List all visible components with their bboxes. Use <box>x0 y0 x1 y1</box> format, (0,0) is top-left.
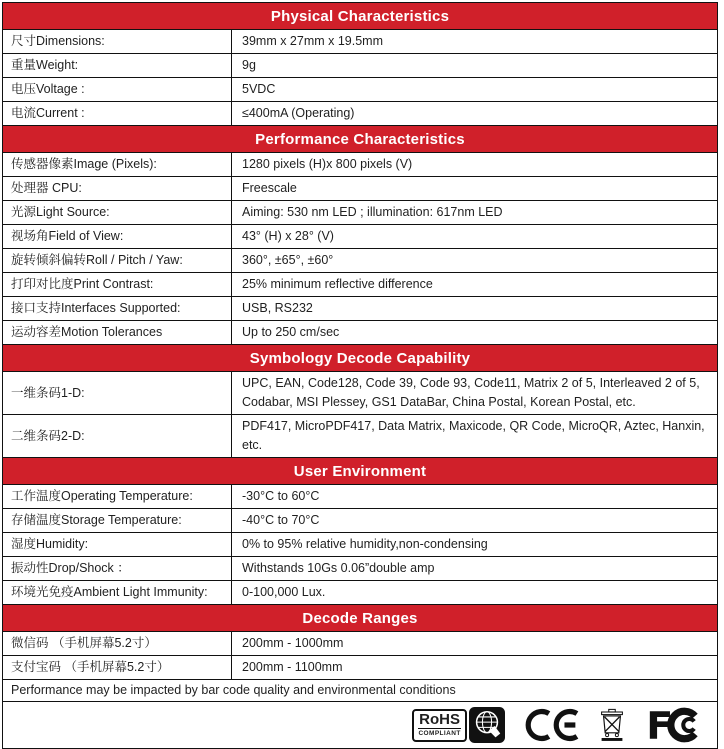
table-row <box>3 273 717 297</box>
row-value: USB, RS232 <box>242 301 313 315</box>
row-label: 运动容差Motion Tolerances <box>3 321 232 344</box>
row-value: 25% minimum reflective difference <box>242 277 433 291</box>
row-label: 重量Weight: <box>3 54 232 77</box>
table-row <box>3 372 717 415</box>
table-row <box>3 201 717 225</box>
row-label: 振动性Drop/Shock ： <box>3 557 232 580</box>
table-row <box>3 557 717 581</box>
table-row <box>3 485 717 509</box>
row-label: 打印对比度Print Contrast: <box>3 273 232 296</box>
row-label: 一维条码1-D: <box>3 372 232 414</box>
table-row <box>3 225 717 249</box>
certification-logos <box>3 702 717 748</box>
table-row <box>3 415 717 458</box>
row-label: 接口支持Interfaces Supported: <box>3 297 232 320</box>
section-header-symbology: Symbology Decode Capability <box>3 345 717 372</box>
table-row <box>3 102 717 126</box>
table-row <box>3 533 717 557</box>
row-label: 视场角Field of View: <box>3 225 232 248</box>
section-header-performance: Performance Characteristics <box>3 126 717 153</box>
section-header-physical: Physical Characteristics <box>3 3 717 30</box>
table-row <box>3 656 717 680</box>
row-value: -40°C to 70°C <box>242 513 320 527</box>
row-value: PDF417, MicroPDF417, Data Matrix, Maxicode, QR Code, MicroQR, Aztec, Hanxin, etc. <box>242 419 705 452</box>
row-value: 1280 pixels (H)x 800 pixels (V) <box>242 157 413 171</box>
table-row <box>3 581 717 605</box>
row-value: 360°, ±65°, ±60° <box>242 253 334 267</box>
row-value: ≤400mA (Operating) <box>242 106 355 120</box>
row-label: 环境光免疫Ambient Light Immunity: <box>3 581 232 604</box>
row-value: Withstands 10Gs 0.06”double amp <box>242 561 435 575</box>
row-value: Aiming: 530 nm LED ; illumination: 617nm LED <box>242 205 503 219</box>
row-value: 200mm - 1100mm <box>242 660 343 674</box>
ce-mark-icon <box>525 708 579 742</box>
row-label: 处理器 CPU: <box>3 177 232 200</box>
row-value: 5VDC <box>242 82 276 96</box>
table-row <box>3 54 717 78</box>
row-value: -30°C to 60°C <box>242 489 320 503</box>
row-value: UPC, EAN, Code128, Code 39, Code 93, Code11, Matrix 2 of 5, Interleaved 2 of 5, Codabar, MSI Plessey, GS1 DataBar, China Postal, Korean Postal, etc. <box>242 376 700 409</box>
row-label: 存储温度Storage Temperature: <box>3 509 232 532</box>
table-row <box>3 297 717 321</box>
row-value: Up to 250 cm/sec <box>242 325 340 339</box>
section-header-decode-ranges: Decode Ranges <box>3 605 717 632</box>
table-row <box>3 509 717 533</box>
row-value: 43° (H) x 28° (V) <box>242 229 334 243</box>
row-value: 9g <box>242 58 256 72</box>
row-label: 支付宝码 （手机屏幕5.2寸） <box>3 656 232 679</box>
spec-table <box>2 2 718 749</box>
rohs-badge <box>412 707 505 743</box>
rohs-title: RoHS <box>419 710 460 728</box>
row-value: 0-100,000 Lux. <box>242 585 326 599</box>
table-row <box>3 177 717 201</box>
rohs-globe-icon <box>469 707 505 743</box>
section-header-environment: User Environment <box>3 458 717 485</box>
row-label: 电压Voltage : <box>3 78 232 101</box>
table-row <box>3 78 717 102</box>
weee-bin-icon <box>599 708 625 742</box>
footer-note: Performance may be impacted by bar code quality and environmental conditions <box>3 680 717 702</box>
row-label: 微信码 （手机屏幕5.2寸） <box>3 632 232 655</box>
rohs-compliant-label <box>412 709 467 742</box>
table-row <box>3 153 717 177</box>
row-label: 尺寸Dimensions: <box>3 30 232 53</box>
row-value: Freescale <box>242 181 297 195</box>
rohs-subtitle: COMPLIANT <box>418 729 461 737</box>
fcc-mark-icon <box>645 707 703 743</box>
row-value: 200mm - 1000mm <box>242 636 344 650</box>
table-row <box>3 30 717 54</box>
row-label: 传感器像素Image (Pixels): <box>3 153 232 176</box>
row-value: 0% to 95% relative humidity,non-condensing <box>242 537 488 551</box>
table-row <box>3 632 717 656</box>
row-label: 光源Light Source: <box>3 201 232 224</box>
table-row <box>3 321 717 345</box>
row-label: 工作温度Operating Temperature: <box>3 485 232 508</box>
table-row <box>3 249 717 273</box>
row-value: 39mm x 27mm x 19.5mm <box>242 34 384 48</box>
row-label: 电流Current : <box>3 102 232 125</box>
row-label: 湿度Humidity: <box>3 533 232 556</box>
row-label: 二维条码2-D: <box>3 415 232 457</box>
row-label: 旋转倾斜偏转Roll / Pitch / Yaw: <box>3 249 232 272</box>
